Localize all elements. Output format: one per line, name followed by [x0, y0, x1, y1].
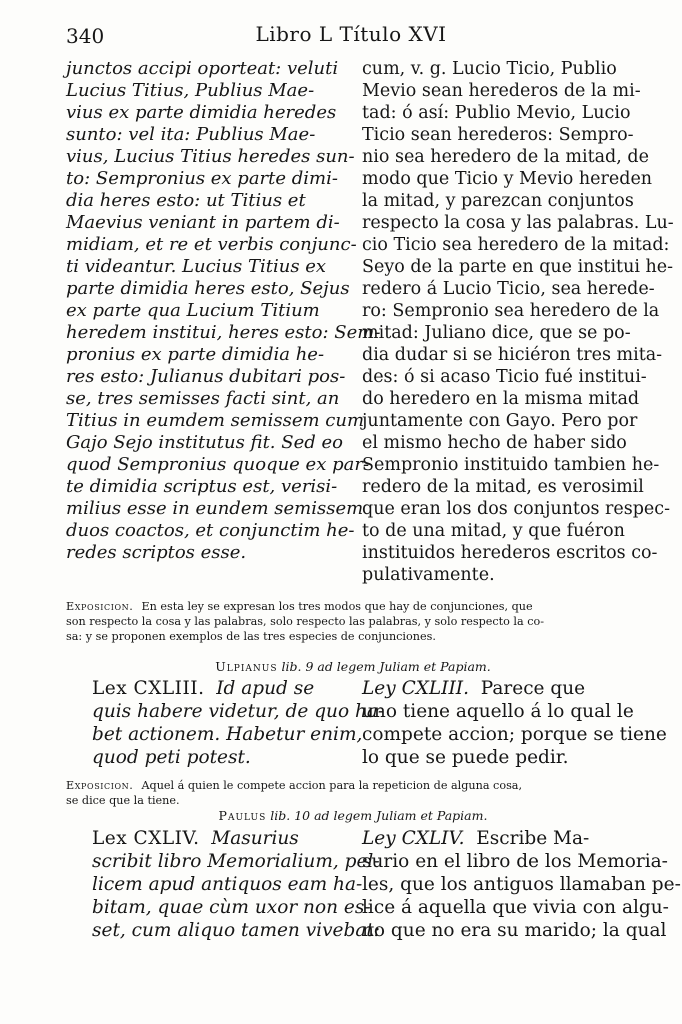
text-line: ro: Sempronio sea heredero de la — [362, 301, 660, 321]
text-line: dia dudar si se hiciéron tres mita- — [362, 345, 663, 365]
ley-heading: Ley CXLIV. — [362, 828, 465, 849]
text-line: quod Sempronius quoque ex par- — [66, 454, 370, 475]
text-line: Gajo Sejo institutus fit. Sed eo — [66, 432, 343, 453]
text-line: scribit libro Memorialium, pel- — [92, 851, 380, 872]
text-line: milius esse in eundem semissem — [66, 498, 364, 519]
text-line: lo que se puede pedir. — [362, 747, 569, 768]
lex-first-line — [92, 827, 380, 850]
text-line: Sempronio instituido tambien he- — [362, 455, 660, 475]
text-line: res esto: Julianus dubitari pos- — [66, 366, 346, 387]
text-line: Maevius veniant in partem di- — [66, 212, 340, 233]
text-line: parte dimidia heres esto, Sejus — [66, 278, 350, 299]
ley-first-line — [362, 677, 667, 700]
text-line: pronius ex parte dimidia he- — [66, 344, 325, 365]
ley-144-spanish-lines — [362, 850, 681, 942]
text-line: to: Sempronius ex parte dimi- — [66, 168, 338, 189]
text-line: redero á Lucio Ticio, sea herede- — [362, 279, 655, 299]
text-line: heredem institui, heres esto: Sem- — [66, 322, 381, 343]
exposicion-note-2 — [66, 778, 640, 808]
ley-144-spanish — [362, 827, 681, 942]
lex-first-words: Masurius — [211, 828, 299, 849]
text-line: el mismo hecho de haber sido — [362, 433, 627, 453]
text-line: bet actionem. Habetur enim, — [92, 724, 363, 745]
running-title: Libro L Título XVI — [255, 22, 447, 46]
ley-143-spanish — [362, 677, 667, 769]
text-line: compete accion; porque se tiene — [362, 724, 667, 745]
text-line: vius ex parte dimidia heredes — [66, 102, 337, 123]
text-line: Lucius Titius, Publius Mae- — [66, 80, 315, 101]
page-header — [66, 22, 636, 50]
text-line: set, cum aliquo tamen vivebat: — [92, 920, 381, 941]
text-line: la mitad, y parezcan conjuntos — [362, 191, 634, 211]
text-line: to de una mitad, y que fuéron — [362, 521, 625, 541]
ley-first-line — [362, 827, 681, 850]
text-line: instituidos herederos escritos co- — [362, 543, 658, 563]
text-line: respecto la cosa y las palabras. Lu- — [362, 213, 674, 233]
spanish-column-section-1 — [362, 58, 674, 586]
source-author: Ulpianus — [215, 659, 278, 674]
source-reference: lib. 9 ad legem Juliam et Papiam. — [281, 659, 491, 674]
exposicion-text-line: En esta ley se expresan los tres modos que hay de conjunciones, que — [141, 600, 533, 613]
lex-143-latin — [92, 677, 384, 769]
text-line: lice á aquella que vivia con algu- — [362, 897, 669, 918]
text-line: se, tres semisses facti sint, an — [66, 388, 340, 409]
text-line: ex parte qua Lucium Titium — [66, 300, 320, 321]
exposicion-label: Exposicion. — [66, 779, 134, 792]
lex-143-latin-lines — [92, 700, 384, 769]
exposicion-note-1 — [66, 599, 640, 644]
source-citation-paulus — [66, 808, 640, 823]
text-line: no que no era su marido; la qual — [362, 920, 667, 941]
text-line: que eran los dos conjuntos respec- — [362, 499, 671, 519]
text-line: Seyo de la parte en que institui he- — [362, 257, 674, 277]
text-line: sunto: vel ita: Publius Mae- — [66, 124, 316, 145]
text-line: juntamente con Gayo. Pero por — [362, 411, 638, 431]
text-line: junctos accipi oporteat: veluti — [66, 58, 339, 79]
source-citation-ulpianus — [66, 659, 640, 674]
text-line: vius, Lucius Titius heredes sun- — [66, 146, 355, 167]
text-line: te dimidia scriptus est, verisi- — [66, 476, 338, 497]
lex-heading: Lex CXLIV. — [92, 828, 200, 849]
text-line: dia heres esto: ut Titius et — [66, 190, 306, 211]
ley-first-words: Parece que — [480, 678, 586, 699]
latin-column-section-1 — [66, 58, 381, 564]
page-number: 340 — [66, 24, 105, 48]
text-line: licem apud antiquos eam ha- — [92, 874, 363, 895]
text-line: cio Ticio sea heredero de la mitad: — [362, 235, 670, 255]
lex-144-latin — [92, 827, 380, 942]
ley-first-words: Escribe Ma- — [476, 828, 590, 849]
lex-144-latin-lines — [92, 850, 380, 942]
text-line: Mevio sean herederos de la mi- — [362, 81, 641, 101]
exposicion-label: Exposicion. — [66, 600, 134, 613]
text-line: tad: ó así: Publio Mevio, Lucio — [362, 103, 631, 123]
text-line: pulativamente. — [362, 565, 495, 585]
text-line: mitad: Juliano dice, que se po- — [362, 323, 631, 343]
text-line: redes scriptos esse. — [66, 542, 247, 563]
text-line: quis habere videtur, de quo ha- — [92, 701, 385, 722]
exposicion-text-line: son respecto la cosa y las palabras, solo respecto las palabras, y solo respecto la co- — [66, 615, 544, 628]
text-line: duos coactos, et conjunctim he- — [66, 520, 355, 541]
text-line: nio sea heredero de la mitad, de — [362, 147, 649, 167]
exposicion-text-line: Aquel á quien le compete accion para la repeticion de alguna cosa, — [141, 779, 523, 792]
exposicion-text-line: se dice que la tiene. — [66, 794, 180, 807]
text-line: quod peti potest. — [92, 747, 251, 768]
text-line: bitam, quae cùm uxor non es- — [92, 897, 371, 918]
source-author: Paulus — [218, 808, 267, 823]
text-line: do heredero en la misma mitad — [362, 389, 640, 409]
text-line: cum, v. g. Lucio Ticio, Publio — [362, 59, 617, 79]
text-line: redero de la mitad, es verosimil — [362, 477, 644, 497]
exposicion-text-line: sa: y se proponen exemplos de las tres especies de conjunciones. — [66, 630, 436, 643]
text-line: modo que Ticio y Mevio hereden — [362, 169, 653, 189]
source-reference: lib. 10 ad legem Juliam et Papiam. — [270, 808, 488, 823]
text-line: uno tiene aquello á lo qual le — [362, 701, 634, 722]
text-line: ti videantur. Lucius Titius ex — [66, 256, 327, 277]
text-line: les, que los antiguos llamaban pe- — [362, 874, 681, 895]
text-line: Ticio sean herederos: Sempro- — [362, 125, 634, 145]
text-line: surio en el libro de los Memoria- — [362, 851, 668, 872]
text-line: Titius in eumdem semissem cum — [66, 410, 365, 431]
ley-heading: Ley CXLIII. — [362, 678, 469, 699]
text-line: midiam, et re et verbis conjunc- — [66, 234, 357, 255]
lex-heading: Lex CXLIII. — [92, 678, 205, 699]
lex-first-line — [92, 677, 384, 700]
lex-first-words: Id apud se — [216, 678, 315, 699]
text-line: des: ó si acaso Ticio fué institui- — [362, 367, 647, 387]
ley-143-spanish-lines — [362, 700, 667, 769]
